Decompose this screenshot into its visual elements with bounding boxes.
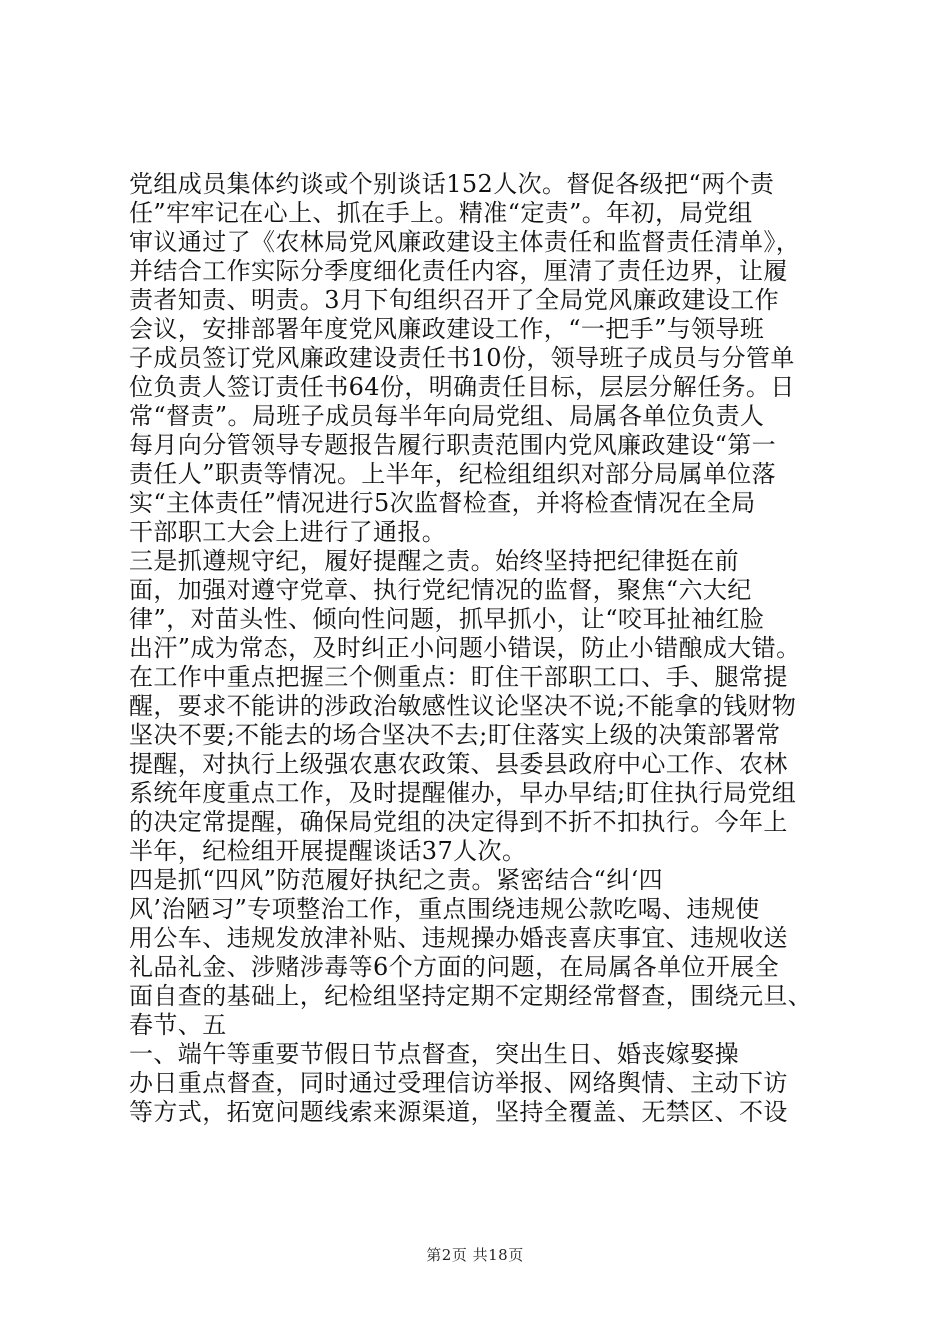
text-line: 位负责人签订责任书64份，明确责任目标，层层分解任务。日 (129, 373, 795, 401)
text-line: 面自查的基础上，纪检组坚持定期不定期经常督查，围绕元旦、 (129, 982, 813, 1010)
text-line: 任”牢牢记在心上、抓在手上。精准“定责”。年初，局党组 (129, 199, 753, 227)
text-line: 半年，纪检组开展提醒谈话37人次。 (129, 837, 527, 865)
text-line: 春节、五 (129, 1011, 227, 1039)
text-line: 在工作中重点把握三个侧重点：盯住干部职工口、手、腿常提 (129, 663, 788, 691)
text-line: 一、端午等重要节假日节点督查，突出生日、婚丧嫁娶操 (129, 1040, 739, 1068)
text-line: 每月向分管领导专题报告履行职责范围内党风廉政建设“第一 (129, 431, 777, 459)
text-line: 实“主体责任”情况进行5次监督检查，并将检查情况在全局 (129, 489, 756, 517)
text-line: 三是抓遵规守纪，履好提醒之责。始终坚持把纪律挺在前 (129, 547, 739, 575)
page-number-label: 第2页 共18页 (426, 1246, 524, 1264)
text-line: 党组成员集体约谈或个别谈话152人次。督促各级把“两个责 (129, 170, 775, 198)
text-line: 系统年度重点工作，及时提醒催办，早办早结;盯住执行局党组 (129, 779, 797, 807)
text-line: 礼品礼金、涉赌涉毒等6个方面的问题，在局属各单位开展全 (129, 953, 780, 981)
text-line: 醒，要求不能讲的涉政治敏感性议论坚决不说;不能拿的钱财物 (129, 692, 797, 720)
text-line: 提醒，对执行上级强农惠农政策、县委县政府中心工作、农林 (129, 750, 788, 778)
text-line: 出汗”成为常态，及时纠正小问题小错误，防止小错酿成大错。 (129, 634, 801, 662)
text-line: 责者知责、明责。3月下旬组织召开了全局党风廉政建设工作 (129, 286, 780, 314)
text-line: 坚决不要;不能去的场合坚决不去;盯住落实上级的决策部署常 (129, 721, 781, 749)
text-line: 用公车、违规发放津补贴、违规操办婚丧喜庆事宜、违规收送 (129, 924, 788, 952)
text-line: 四是抓“四风”防范履好执纪之责。紧密结合“纠‘四 (129, 866, 664, 894)
text-line: 面，加强对遵守党章、执行党纪情况的监督，聚焦“六大纪 (129, 576, 752, 604)
page-footer (0, 1244, 950, 1265)
text-line: 办日重点督查，同时通过受理信访举报、网络舆情、主动下访 (129, 1069, 788, 1097)
text-line: 风’治陋习”专项整治工作，重点围绕违规公款吃喝、违规使 (129, 895, 760, 923)
text-line: 的决定常提醒，确保局党组的决定得到不折不扣执行。今年上 (129, 808, 788, 836)
text-line: 干部职工大会上进行了通报。 (129, 518, 447, 546)
text-line: 并结合工作实际分季度细化责任内容，厘清了责任边界，让履 (129, 257, 788, 285)
text-line: 会议，安排部署年度党风廉政建设工作，“一把手”与领导班 (129, 315, 765, 343)
text-line: 审议通过了《农林局党风廉政建设主体责任和监督责任清单》， (129, 228, 801, 256)
text-line: 子成员签订党风廉政建设责任书10份，领导班子成员与分管单 (129, 344, 795, 372)
text-line: 等方式，拓宽问题线索来源渠道，坚持全覆盖、无禁区、不设 (129, 1098, 788, 1126)
document-body (129, 170, 859, 1127)
text-line: 律”，对苗头性、倾向性问题，抓早抓小，让“咬耳扯袖红脸 (129, 605, 765, 633)
text-line: 常“督责”。局班子成员每半年向局党组、局属各单位负责人 (129, 402, 765, 430)
text-line: 责任人”职责等情况。上半年，纪检组组织对部分局属单位落 (129, 460, 777, 488)
